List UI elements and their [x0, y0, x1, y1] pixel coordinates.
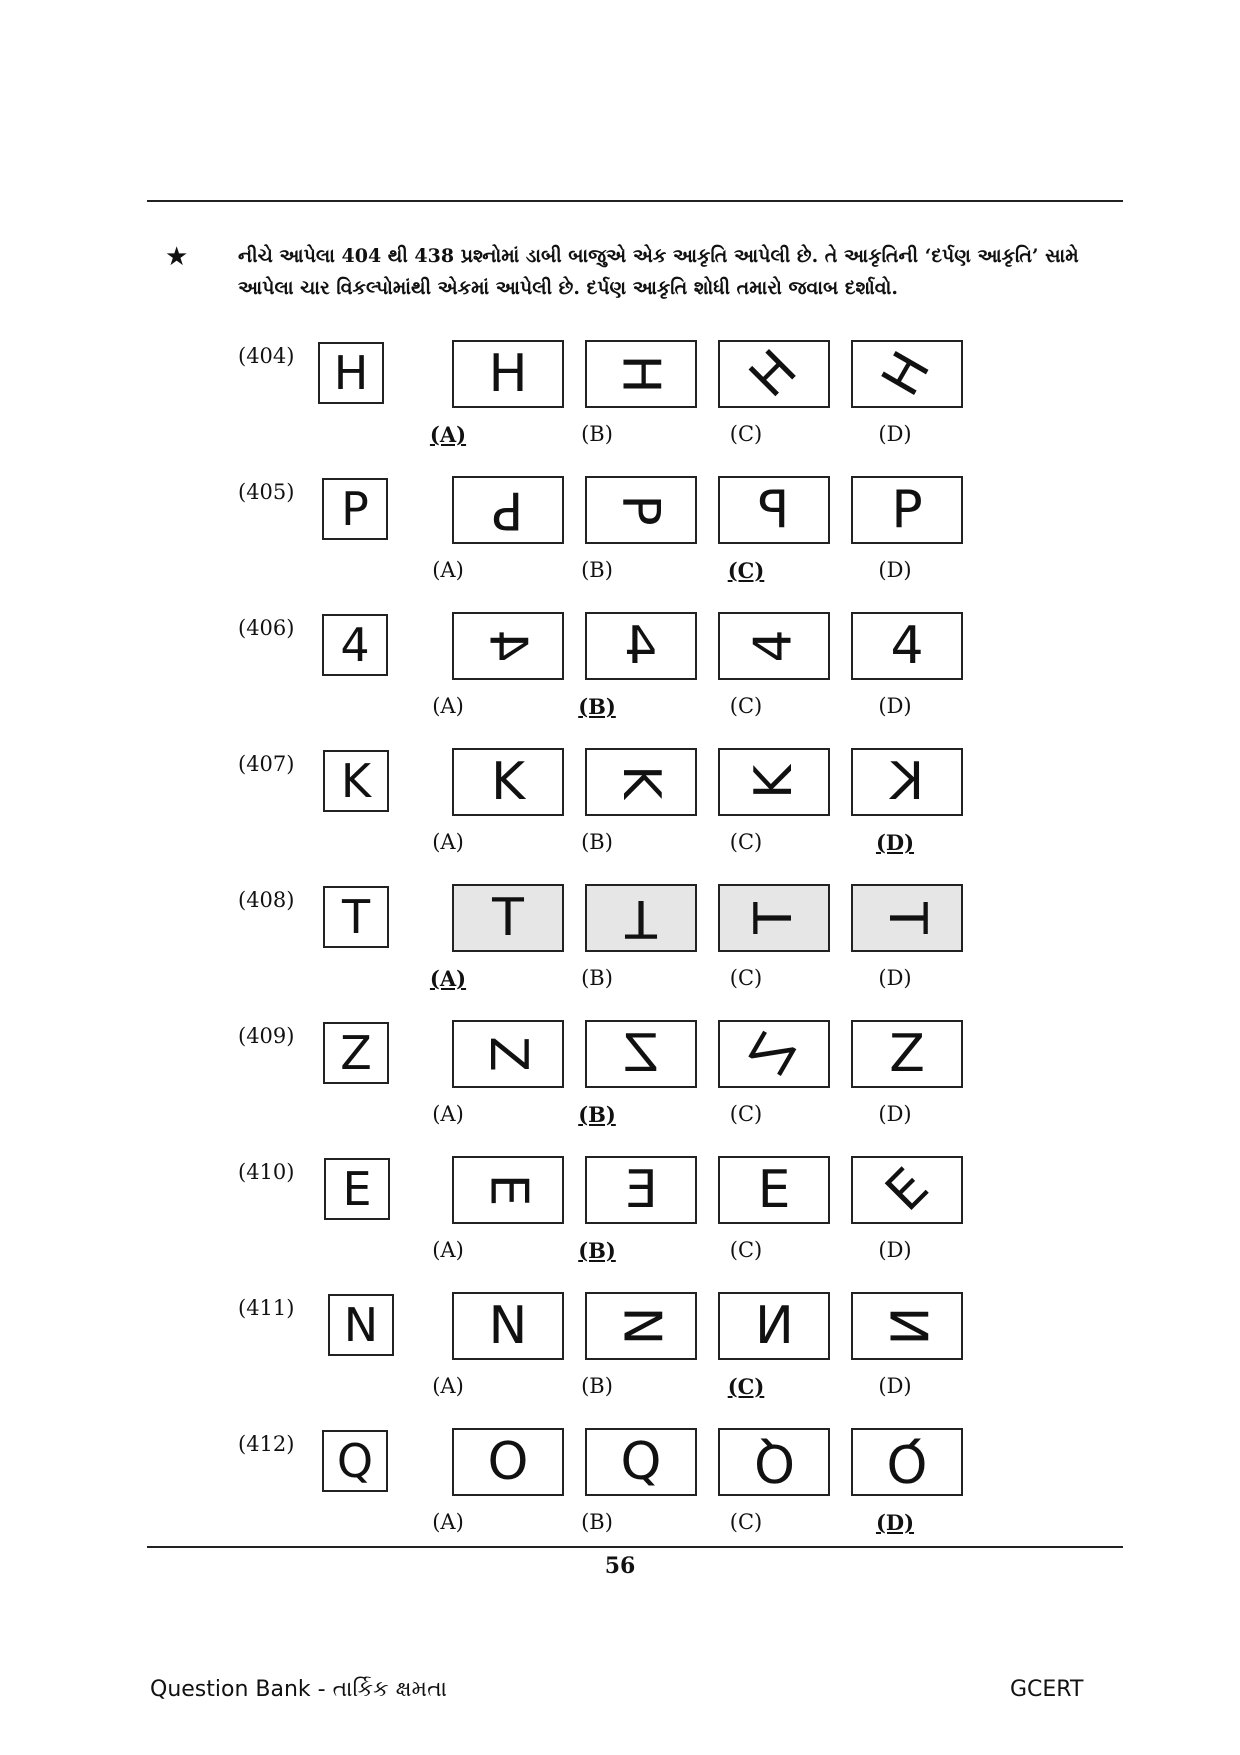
option-figure-d[interactable] [851, 1020, 963, 1088]
option-figure-glyph: 4 [744, 629, 804, 663]
question-figure [322, 614, 388, 676]
option-figure-a[interactable] [452, 1428, 564, 1496]
question-number: (409) [238, 1024, 295, 1048]
option-label-b: (B) [581, 422, 613, 446]
question-number: (404) [238, 344, 295, 368]
option-figure-b[interactable] [585, 1428, 697, 1496]
option-label-b: (B) [581, 558, 613, 582]
option-label-a: (A) [432, 558, 464, 582]
option-figure-b[interactable] [585, 476, 697, 544]
option-figure-glyph: N [754, 1296, 794, 1356]
option-figure-glyph: T [625, 888, 657, 948]
option-figure-glyph: E [477, 1173, 538, 1207]
option-label-c: (C) [729, 1510, 763, 1534]
option-label-d: (D) [875, 1510, 915, 1535]
question-row [0, 466, 1240, 606]
option-label-c: (C) [729, 966, 763, 990]
question-row [0, 330, 1240, 470]
question-number: (410) [238, 1160, 295, 1184]
option-figure-glyph: H [738, 338, 810, 410]
option-figure-b[interactable] [585, 612, 697, 680]
option-figure-glyph: E [624, 1160, 658, 1220]
option-figure-glyph: 4 [890, 616, 924, 676]
option-figure-c[interactable] [718, 1020, 830, 1088]
question-figure-glyph: Q [336, 1434, 374, 1488]
question-figure [323, 750, 389, 812]
option-figure-a[interactable] [452, 1020, 564, 1088]
option-figure-d[interactable] [851, 340, 963, 408]
option-figure-a[interactable] [452, 748, 564, 816]
option-figure-c[interactable] [718, 612, 830, 680]
question-figure [328, 1294, 394, 1356]
instruction-line-1: નીચે આપેલા 404 થી 438 પ્રશ્નોમાં ડાબી બાજુએ એક આકૃતિ આપેલી છે. તે આકૃતિની ‘દર્પણ આકૃતિ’ સામે [238, 245, 1079, 267]
option-figure-c[interactable] [718, 476, 830, 544]
question-figure-glyph: N [343, 1298, 379, 1352]
option-figure-glyph: Z [623, 1024, 659, 1084]
option-figure-c[interactable] [718, 1292, 830, 1360]
option-figure-a[interactable] [452, 1156, 564, 1224]
option-label-a: (A) [432, 830, 464, 854]
question-figure-glyph: K [340, 754, 372, 808]
option-figure-c[interactable] [718, 1156, 830, 1224]
option-label-b: (B) [581, 1374, 613, 1398]
option-label-c: (C) [729, 694, 763, 718]
question-number: (405) [238, 480, 295, 504]
option-label-d: (D) [878, 966, 912, 990]
option-figure-glyph: H [610, 354, 671, 394]
option-figure-c[interactable] [718, 340, 830, 408]
option-figure-b[interactable] [585, 1156, 697, 1224]
option-label-d: (D) [878, 1238, 912, 1262]
option-label-d: (D) [878, 1102, 912, 1126]
option-label-c: (C) [729, 422, 763, 446]
option-figure-glyph: 4 [624, 616, 658, 676]
option-figure-glyph: T [492, 888, 524, 948]
question-figure-glyph: P [341, 482, 369, 536]
option-label-d: (D) [878, 558, 912, 582]
instruction-line-2: આપેલા ચાર વિકલ્પોમાંથી એકમાં આપેલી છે. દર્પણ આકૃતિ શોધી તમારો જવાબ દર્શાવો. [238, 277, 898, 299]
question-figure-glyph: E [342, 1162, 372, 1216]
option-label-b: (B) [578, 1238, 616, 1263]
option-figure-glyph: E [874, 1157, 940, 1223]
option-figure-glyph: N [488, 1296, 528, 1356]
option-label-a: (A) [429, 422, 467, 447]
option-label-b: (B) [581, 830, 613, 854]
question-number: (408) [238, 888, 295, 912]
option-figure-glyph: N [877, 1306, 937, 1346]
option-label-a: (A) [429, 966, 467, 991]
question-figure [323, 1022, 389, 1084]
option-figure-glyph: N [611, 1306, 671, 1346]
option-figure-c[interactable] [718, 884, 830, 952]
option-figure-glyph: K [490, 752, 526, 812]
option-figure-d[interactable] [851, 1292, 963, 1360]
option-figure-glyph: T [743, 902, 804, 934]
option-figure-glyph: 4 [478, 629, 538, 663]
question-row [0, 1418, 1240, 1558]
option-figure-d[interactable] [851, 884, 963, 952]
option-figure-glyph: T [876, 902, 937, 934]
option-label-c: (C) [729, 1102, 763, 1126]
question-figure [318, 342, 384, 404]
option-figure-b[interactable] [585, 340, 697, 408]
option-label-b: (B) [578, 1102, 616, 1127]
option-label-c: (C) [729, 830, 763, 854]
option-figure-glyph: Q [620, 1432, 662, 1492]
question-row [0, 1010, 1240, 1150]
question-number: (411) [238, 1296, 295, 1320]
option-figure-b[interactable] [585, 748, 697, 816]
option-label-a: (A) [432, 694, 464, 718]
question-figure [323, 886, 389, 948]
option-figure-glyph: Z [478, 1036, 538, 1072]
option-figure-glyph: Q [753, 1432, 795, 1492]
option-figure-b[interactable] [585, 1020, 697, 1088]
option-figure-glyph: E [757, 1160, 791, 1220]
top-rule [147, 200, 1123, 202]
option-figure-glyph: K [610, 764, 671, 800]
option-label-d: (D) [875, 830, 915, 855]
bottom-rule [147, 1546, 1123, 1548]
question-figure-glyph: H [333, 346, 369, 400]
option-figure-glyph: Z [739, 1023, 809, 1085]
option-label-b: (B) [581, 1510, 613, 1534]
option-figure-glyph: H [871, 342, 943, 406]
option-figure-d[interactable] [851, 1428, 963, 1496]
option-figure-glyph: P [758, 480, 790, 540]
instruction-star-icon: ★ [165, 242, 189, 272]
option-figure-a[interactable] [452, 340, 564, 408]
option-label-b: (B) [581, 966, 613, 990]
option-figure-b[interactable] [585, 1292, 697, 1360]
option-figure-glyph: H [488, 344, 528, 404]
option-label-a: (A) [432, 1374, 464, 1398]
footer-title: Question Bank - તાર્કિક ક્ષમતા [150, 1677, 448, 1702]
option-figure-b[interactable] [585, 884, 697, 952]
option-label-c: (C) [727, 558, 765, 583]
option-label-b: (B) [578, 694, 616, 719]
question-figure [324, 1158, 390, 1220]
option-figure-d[interactable] [851, 1156, 963, 1224]
option-figure-glyph: K [889, 752, 925, 812]
option-figure-glyph: P [891, 480, 923, 540]
question-row [0, 874, 1240, 1014]
option-figure-glyph: P [610, 494, 671, 526]
option-figure-glyph: P [492, 480, 524, 540]
option-figure-glyph: K [743, 764, 804, 800]
option-figure-a[interactable] [452, 476, 564, 544]
option-figure-glyph: O [487, 1432, 529, 1492]
question-figure [322, 1430, 388, 1492]
option-figure-a[interactable] [452, 884, 564, 952]
question-number: (406) [238, 616, 295, 640]
option-label-c: (C) [729, 1238, 763, 1262]
option-figure-d[interactable] [851, 748, 963, 816]
page-number: 56 [604, 1553, 636, 1579]
question-row [0, 1282, 1240, 1422]
question-figure-glyph: 4 [340, 618, 370, 672]
option-label-a: (A) [432, 1510, 464, 1534]
option-figure-c[interactable] [718, 748, 830, 816]
option-label-d: (D) [878, 422, 912, 446]
option-figure-d[interactable] [851, 612, 963, 680]
option-figure-glyph: Z [889, 1024, 925, 1084]
footer-publisher: GCERT [1010, 1677, 1084, 1702]
question-row [0, 738, 1240, 878]
question-number: (412) [238, 1432, 295, 1456]
question-row [0, 602, 1240, 742]
option-label-d: (D) [878, 1374, 912, 1398]
question-row [0, 1146, 1240, 1286]
question-number: (407) [238, 752, 295, 776]
option-figure-a[interactable] [452, 612, 564, 680]
question-figure-glyph: Z [340, 1026, 372, 1080]
question-figure-glyph: T [341, 890, 371, 944]
option-figure-d[interactable] [851, 476, 963, 544]
option-figure-glyph: Q [886, 1432, 928, 1492]
option-label-c: (C) [727, 1374, 765, 1399]
option-figure-c[interactable] [718, 1428, 830, 1496]
option-label-a: (A) [432, 1238, 464, 1262]
option-label-d: (D) [878, 694, 912, 718]
option-figure-a[interactable] [452, 1292, 564, 1360]
option-label-a: (A) [432, 1102, 464, 1126]
question-figure [322, 478, 388, 540]
